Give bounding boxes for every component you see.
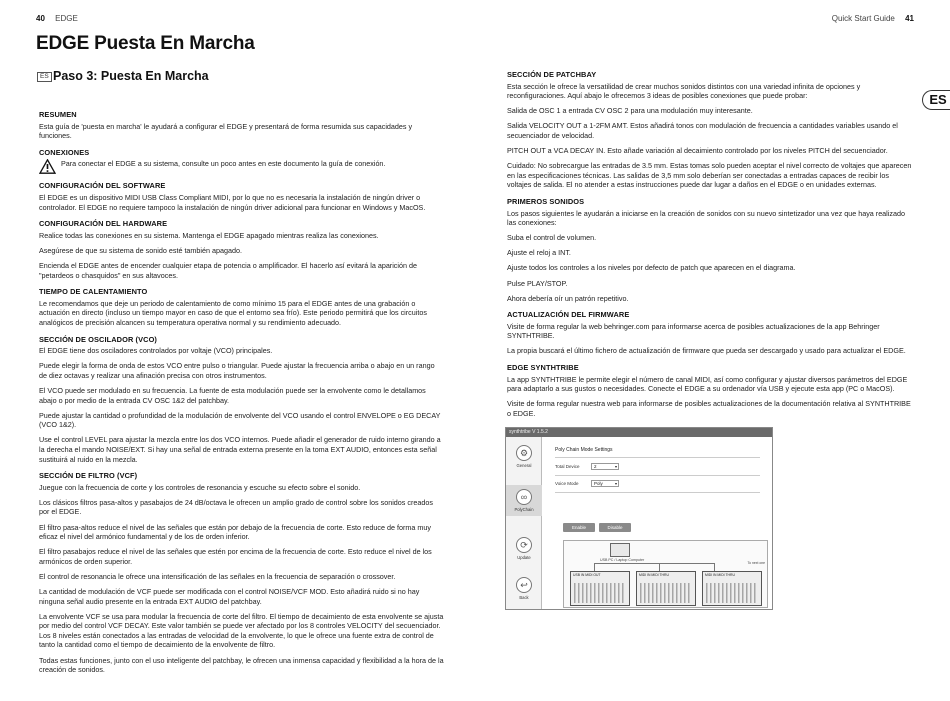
paragraph: Los pasos siguientes le ayudarán a iniciarse en la creación de sonidos con su nuevo sintetizador una vez que haya realizado las conexiones: [507,208,905,228]
paragraph: Puede ajustar la cantidad o profundidad de la modulación de envolvente del VCO usando el control ENVELOPE o EG DECAY (VCO 1&2). [39,410,441,430]
cable [594,563,714,564]
header-guide: Quick Start Guide [831,14,895,23]
paragraph: La envolvente VCF se usa para modular la frecuencia de corte del filtro. El tiempo de decaimiento de esta envolvente se ajusta por medio del control VCF DECAY. Este valor también se puede ver afectado por los 8 controles VELOCITY del secuenciador. Los 8 niveles están conectados a las entradas de velocidad de la envolvente, lo que le ofrece una fuente extra de control de tanto la cantidad como el tiempo de decaimiento de la envolvente de filtro. [39,611,444,650]
paragraph: El filtro pasa-altos reduce el nivel de las señales que están por debajo de la frecuencia de corte. Esto reduce de forma muy eficaz el nivel del armónico fundamental y de los de orden inferior. [39,522,431,542]
heading-conexiones: CONEXIONES [39,147,90,157]
paragraph: Visite de forma regular nuestra web para informarse de posibles actualizaciones de la documentación relativa al SYNTHTRIBE o EDGE. [507,399,911,418]
unit-ports: USB IN MIDI OUT [573,573,601,577]
sidebar-label: Update [517,555,531,560]
chain-icon: ∞ [516,489,532,505]
heading-patchbay: SECCIÓN DE PATCHBAY [507,70,597,79]
paragraph: Use el control LEVEL para ajustar la mezcla entre los dos VCO internos. Puede añadir el generador de ruido interno girando a la derecha el mando NOISE/EXT. Si hay una señal de entrada externa presente en la toma EXT AUDIO, entonces esta señal sustituirá al ruido en la mezcla. [39,435,441,464]
paragraph: Asegúrese de que su sistema de sonido esté también apagado. [39,245,242,255]
app-sidebar [506,437,542,610]
divider [555,475,760,476]
enable-button: Enable [563,523,595,532]
left-column [39,110,444,680]
paragraph: Para conectar el EDGE a su sistema, consulte un poco antes en este documento la guía de conexión. [61,159,386,169]
sidebar-item-back [506,577,542,600]
unit-knobs [706,583,758,603]
update-icon: ⟳ [516,537,532,553]
paragraph: La propia buscará el último fichero de actualización de firmware que pueda ser descargado y usado para actualizar el EDGE. [507,346,906,356]
unit-knobs [640,583,692,603]
sidebar-label: Back [519,595,529,600]
paragraph: Pulse PLAY/STOP. [507,278,568,288]
paragraph: Los clásicos filtros pasa-altos y pasabajos de 24 dB/octava le ofrecen un amplio grado de control sobre los sonidos creados por el EDGE. [39,497,433,517]
heading-resumen: RESUMEN [39,110,77,119]
divider [555,457,760,458]
header-product: EDGE [55,14,78,23]
sidebar-item-update [506,537,542,560]
synthtribe-screenshot [505,427,773,610]
paragraph: Salida de OSC 1 a entrada CV OSC 2 para una modulación muy interesante. [507,106,753,116]
page-number-right: 41 [905,14,914,23]
heading-synthtribe: EDGE SYNTHTRIBE [507,363,579,373]
paragraph: Realice todas las conexiones en su sistema. Mantenga el EDGE apagado mientras realiza las conexiones. [39,230,379,240]
laptop-caption: USB PC / Laptop Computer [600,558,645,562]
warning-note [39,159,444,174]
paragraph: El EDGE es un dispositivo MIDI USB Class Compliant MIDI, por lo que no es necesaria la instalación de ningún driver o controlador. El EDGE no requiere tampoco la instalación de ningún driver adicional para funcionar en Windows y MacOS. [39,193,426,212]
paragraph: La app SYNTHTRIBE le permite elegir el número de canal MIDI, así como configurar y ajustar diversos parámetros del EDGE para adaptarlo a sus gustos o necesidades. Conecte el EDGE a su ordenador vía USB y ejecute esta app (PC o MacOS). [507,374,908,394]
paragraph: Ajuste todos los controles a los niveles por defecto de patch que aparecen en el diagrama. [507,263,796,273]
laptop-icon [610,543,630,557]
total-device-select: 2 ▾ [591,463,619,470]
sidebar-item-general [506,445,542,468]
paragraph: Salida VELOCITY OUT a 1-2FM AMT. Estos añadirá tonos con modulación de frecuencia a cantidades variables usando el secuenciador de velocidad. [507,121,898,140]
paragraph: Suba el control de volumen. [507,233,597,243]
total-device-label: Total Device [555,464,580,469]
settings-title: Poly Chain Mode Settings [555,447,613,453]
paragraph: Ajuste el reloj a INT. [507,248,571,258]
cable [594,563,595,571]
heading-vcf: SECCIÓN DE FILTRO (VCF) [39,471,138,481]
paragraph: El filtro pasabajos reduce el nivel de las señales que estén por encima de la frecuencia de corte. Esto reduce el nivel de los armónicos de orden superior. [39,547,432,566]
sidebar-label: General [516,463,532,468]
sidebar-item-polychain [506,485,542,516]
gear-icon: ⚙ [516,445,532,461]
paragraph: Ahora debería oír un patrón repetitivo. [507,293,629,303]
paragraph: El VCO puede ser modulado en su frecuencia. La fuente de esta modulación puede ser la envolvente como le detallamos abajo o por medio de la entrada CV OSC 1&2 del patchbay. [39,385,426,405]
unit-ports: MIDI IN MIDI THRU [639,573,669,577]
paragraph: Juegue con la frecuencia de corte y los controles de resonancia y escuche su efecto sobre el sonido. [39,482,361,492]
to-next-label: To next one [747,561,765,565]
paragraph: PITCH OUT a VCA DECAY IN. Esto añade variación al decaimiento controlado por los niveles PITCH del secuenciador. [507,146,888,156]
voice-mode-select: Poly ▾ [591,480,619,487]
heading-software: CONFIGURACIÓN DEL SOFTWARE [39,181,166,191]
page-title: EDGE Puesta En Marcha [36,33,255,54]
page-header-right [832,14,914,23]
voice-mode-label: Voice Mode [555,481,579,486]
sidebar-label: PolyChain [514,507,534,512]
paragraph: Todas estas funciones, junto con el uso inteligente del patchbay, le ofrecen una inmensa capacidad y flexibilidad a la hora de la creación de sonidos. [39,655,444,675]
unit-ports: MIDI IN MIDI THRU [705,573,735,577]
paragraph: El control de resonancia le ofrece una intensificación de las señales en la frecuencia de separación o crossover. [39,571,396,581]
right-column [507,70,912,424]
heading-calentamiento: TIEMPO DE CALENTAMIENTO [39,287,148,297]
heading-vco: SECCIÓN DE OSCILADOR (VCO) [39,334,157,344]
paragraph: La cantidad de modulación de VCF puede ser modificada con el control NOISE/VCF MOD. Esto añadirá ruido si no hay ninguna señal audio presente en la entrada EXT AUDIO del patchbay. [39,586,420,606]
paragraph: Cuidado: No sobrecargue las entradas de 3.5 mm. Estas tomas solo pueden aceptar el nivel correcto de voltajes que aparecen en las especificaciones técnicas. Las salidas de 3,5 mm solo deberían ser conectadas a entradas capaces de recibir los voltajes de salida. El no atender a estas instrucciones puede dar lugar a daños en el EDGE o en unidades externas. [507,161,912,190]
cable [659,563,660,571]
paragraph: El EDGE tiene dos osciladores controlados por voltaje (VCO) principales. [39,346,273,356]
paragraph: Visite de forma regular la web behringer.com para informarse acerca de posibles actualizaciones de la app Behringer SYNTHTRIBE. [507,321,880,341]
paragraph: Esta sección le ofrece la versatilidad de crear muchos sonidos distintos con una variedad infinita de opciones y reconfiguraciones. Aquí abajo le ofrecemos 3 ideas de posibles conexiones que puede probar: [507,81,861,101]
page-header-left [36,14,78,23]
paragraph: Esta guía de 'puesta en marcha' le ayudará a configurar el EDGE y presentará de forma resumida sus capacidades y funciones. [39,121,413,141]
back-icon: ↩ [516,577,532,593]
language-tab: ES [922,90,950,110]
warning-icon [39,159,56,174]
heading-primeros: PRIMEROS SONIDOS [507,196,585,206]
paragraph: Encienda el EDGE antes de encender cualquier etapa de potencia o amplificador. El hacerlo así evitará la aparición de "petardeos o chasquidos" en sus altavoces. [39,261,417,280]
unit-knobs [574,583,626,603]
cable [714,563,715,571]
app-titlebar: synthtribe V 1.5.2 [506,428,772,437]
connection-diagram [563,540,768,608]
paragraph: Puede elegir la forma de onda de estos VCO entre pulso o triangular. Puede ajustar la frecuencia arriba o abajo en un rango de diez octavas y realizar una afinación precisa con otros instrumentos. [39,361,435,380]
divider [555,492,760,493]
heading-hardware: CONFIGURACIÓN DEL HARDWARE [39,219,168,229]
step-title: Paso 3: Puesta En Marcha [53,69,209,83]
page-number-left: 40 [36,14,45,23]
paragraph: Le recomendamos que deje un periodo de calentamiento de como mínimo 15 para el EDGE antes de una grabación o actuación en directo (incluso un tiempo mayor en caso de que el entorno sea frío). Este periodo permitirá que los circuitos analógicos de precisión alcancen su temperatura operativa normal y su rendimiento adecuado. [39,298,427,327]
app-main [543,437,772,609]
disable-button: Disable [599,523,631,532]
heading-firmware: ACTUALIZACIÓN DEL FIRMWARE [507,310,630,320]
language-badge: ES [37,72,52,82]
